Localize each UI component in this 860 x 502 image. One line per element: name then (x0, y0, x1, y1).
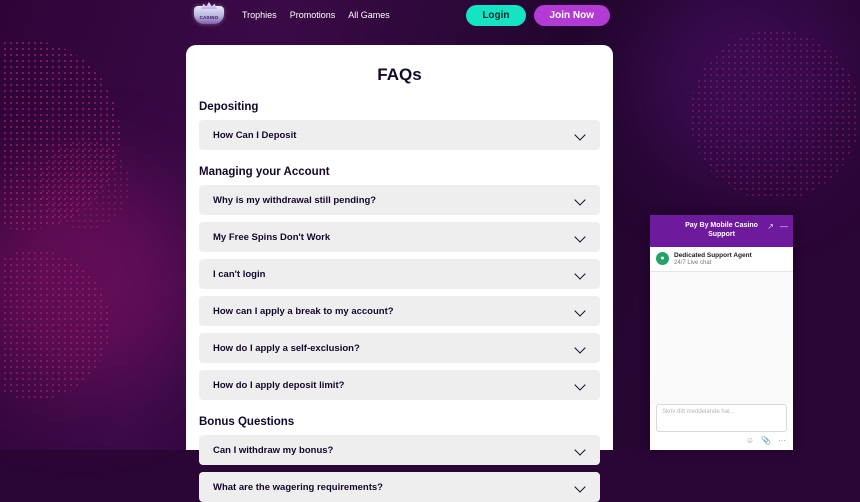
live-chat-widget (650, 215, 793, 450)
chat-agent-status: 24/7 Live chat (674, 259, 712, 266)
decorative-dots-2 (0, 250, 110, 400)
more-options-icon[interactable]: ⋯ (778, 436, 786, 445)
login-button[interactable]: Login (466, 5, 525, 26)
faq-question-label: Can I withdraw my bonus? (213, 444, 334, 456)
faq-section-managing-account (186, 166, 613, 400)
faq-question-label: How do I apply deposit limit? (213, 379, 345, 391)
main-nav (242, 10, 390, 20)
emoji-icon[interactable]: ☺ (745, 436, 755, 445)
faq-section-depositing (186, 101, 613, 150)
nav-item-promotions[interactable]: Promotions (289, 10, 336, 20)
faq-question-label: What are the wagering requirements? (213, 481, 383, 493)
chat-agent-name: Dedicated Support Agent (674, 251, 752, 259)
faq-card (186, 45, 613, 493)
chevron-down-icon (576, 482, 586, 492)
faq-accordion-item[interactable] (199, 333, 600, 363)
nav-item-trophies[interactable]: Trophies (242, 10, 277, 20)
faq-question-label: How can I apply a break to my account? (213, 305, 394, 317)
attachment-icon[interactable]: 📎 (761, 436, 771, 445)
chat-toolbar (650, 436, 793, 450)
section-heading: Bonus Questions (199, 416, 295, 428)
faq-question-label: How Can I Deposit (213, 129, 297, 141)
site-logo[interactable] (192, 4, 226, 26)
chevron-down-icon (576, 343, 586, 353)
faq-accordion-item[interactable] (199, 435, 600, 465)
faq-accordion-item[interactable] (199, 185, 600, 215)
faq-accordion-item[interactable] (199, 472, 600, 502)
background-glow-left (0, 170, 190, 390)
decorative-dots-1 (0, 40, 120, 230)
site-header (0, 0, 800, 30)
faq-accordion-item[interactable] (199, 296, 600, 326)
chevron-down-icon (576, 269, 586, 279)
chevron-down-icon (576, 130, 586, 140)
section-heading: Managing your Account (199, 166, 330, 178)
faq-question-label: How do I apply a self-exclusion? (213, 342, 360, 354)
chat-message-list (650, 272, 793, 404)
decorative-dots-3 (40, 140, 130, 230)
faq-accordion-item[interactable] (199, 370, 600, 400)
expand-icon[interactable]: ↗ (767, 222, 774, 231)
section-heading: Depositing (199, 101, 259, 113)
faq-question-label: Why is my withdrawal still pending? (213, 194, 377, 206)
chevron-down-icon (576, 380, 586, 390)
faq-accordion-item[interactable] (199, 120, 600, 150)
minimize-icon[interactable]: — (780, 222, 788, 231)
chat-input[interactable] (656, 404, 787, 432)
chat-header (650, 215, 793, 247)
chevron-down-icon (576, 445, 586, 455)
faq-question-label: My Free Spins Don't Work (213, 231, 331, 243)
chevron-down-icon (576, 195, 586, 205)
avatar: ● (656, 252, 669, 265)
nav-item-all-games[interactable]: All Games (348, 10, 390, 20)
chat-input-placeholder: Skriv ditt meddelande har... (662, 409, 735, 415)
faq-section-bonus-questions (186, 416, 613, 502)
faq-accordion-item[interactable] (199, 259, 600, 289)
chevron-down-icon (576, 306, 586, 316)
page-title: FAQs (377, 65, 422, 84)
chat-agent-row (650, 247, 793, 272)
decorative-dots-4 (690, 30, 860, 200)
faq-question-label: I can't login (213, 268, 266, 280)
chevron-down-icon (576, 232, 586, 242)
chat-title: Pay By Mobile Casino Support (685, 222, 758, 239)
chat-agent-info (674, 252, 752, 266)
chat-window-controls (767, 223, 788, 231)
header-actions (466, 5, 610, 26)
join-now-button[interactable]: Join Now (534, 5, 610, 26)
faq-accordion-item[interactable] (199, 222, 600, 252)
logo-text: CASINO (199, 15, 219, 20)
